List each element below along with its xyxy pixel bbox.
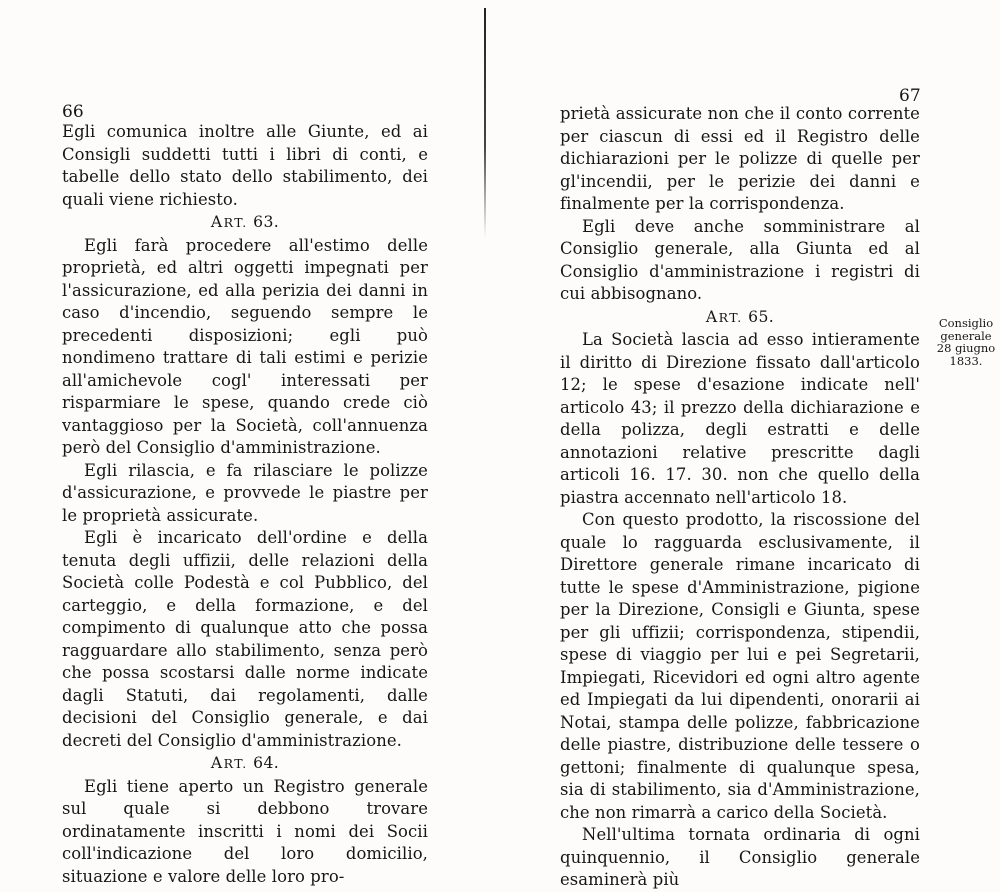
paragraph: Egli comunica inoltre alle Giunte, ed ai Consigli suddetti tutti i libri di conti, e tabelle dello stato dello stabilimento, dei quali viene richiesto. (62, 122, 428, 209)
article-label: ART. (210, 213, 248, 231)
page-number: 67 (899, 86, 921, 106)
paragraph: Egli è incaricato dell'ordine e della tenuta degli uffizii, delle relazioni della Società colle Podestà e col Pubblico, del carteggio, e della formazione, e del compimento di qualunque atto che possa ragguardare allo stabilimento, senza però che possa scostarsi dalle norme indicate dagli Statuti, dai regolamenti, dalle decisioni del Consiglio generale, e dai decreti del Consiglio d'amministrazione. (62, 528, 428, 750)
paragraph: Con questo prodotto, la riscossione del quale lo ragguarda esclusivamente, il Direttore generale rimane incaricato di tutte le spese d'Amministrazione, pigione per la Direzione, Consigli e Giunta, spese per gli uffizii; corrispondenza, stipendii, spese di viaggio per lui e pei Segretarii, Impiegati, Ricevidori ed ogni altro agente ed Impiegati da lui dipendenti, onorarii ai Notai, stampa delle polizze, fabbricazione delle piastre, distribuzione delle tessere o gettoni; finalmente di qualunque spesa, sia di stabilimento, sia d'Amministrazione, che non rimarrà a carico della Società. (560, 510, 920, 822)
left-page (0, 0, 484, 886)
page-body (62, 121, 428, 888)
article-heading (560, 306, 920, 330)
article-heading (62, 211, 428, 235)
margin-note (932, 317, 1000, 367)
paragraph: Egli rilascia, e fa rilasciare le polizze d'assicurazione, e provvede le piastre per le proprietà assicurate. (62, 460, 428, 525)
margin-note-line: 28 giugno (936, 341, 996, 355)
article-number: 65. (748, 307, 775, 326)
margin-note-line: 1833. (949, 353, 983, 368)
article-number: 64. (253, 754, 280, 772)
margin-note-line: generale (940, 328, 992, 343)
paragraph: Egli farà procedere all'estimo delle proprietà, ed altri oggetti impegnati per l'assicurazione, ed alla perizia dei danni in caso d'incendio, seguendo sempre le precedenti disposizioni; egli può nondimeno trattare di tali estimi e perizie all'amichevole cogl' interessati per risparmiare le spese, quando crede ciò vantaggioso per la Società, coll'annuenza però del Consiglio d'amministrazione. (62, 235, 428, 457)
paragraph: Nell'ultima tornata ordinaria di ogni quinquennio, il Consiglio generale esaminerà più (560, 825, 920, 889)
right-page (486, 0, 1000, 889)
paragraph: prietà assicurate non che il conto corrente per ciascun di essi ed il Registro delle dichiarazioni per le polizze di quelle per gl'incendii, per le perizie dei danni e finalmente per la corrispondenza. (560, 104, 920, 213)
page-number: 66 (62, 102, 84, 122)
article-number: 63. (253, 213, 280, 231)
margin-note-line: Consiglio (938, 316, 994, 330)
paragraph: Egli deve anche somministrare al Consiglio generale, alla Giunta ed al Consiglio d'amministrazione i registri di cui abbisognano. (560, 216, 920, 303)
paragraph: La Società lascia ad esso intieramente il diritto di Direzione fissato dall'articolo 12; le spese d'esazione indicate nell' articolo 43; il prezzo della dichiarazione e della polizza, degli estratti e delle annotazioni relative prescritte dagli articoli 16. 17. 30. non che quello della piastra accennato nell'articolo 18. (560, 330, 920, 507)
article-label: ART. (210, 754, 248, 772)
article-label: ART. (705, 307, 743, 326)
paragraph: Egli tiene aperto un Registro generale sul quale si debbono trovare ordinatamente inscritti i nomi dei Socii coll'indicazione del loro domicilio, situazione e valore delle loro pro- (62, 776, 428, 886)
article-heading (62, 752, 428, 776)
page-body (560, 103, 920, 892)
